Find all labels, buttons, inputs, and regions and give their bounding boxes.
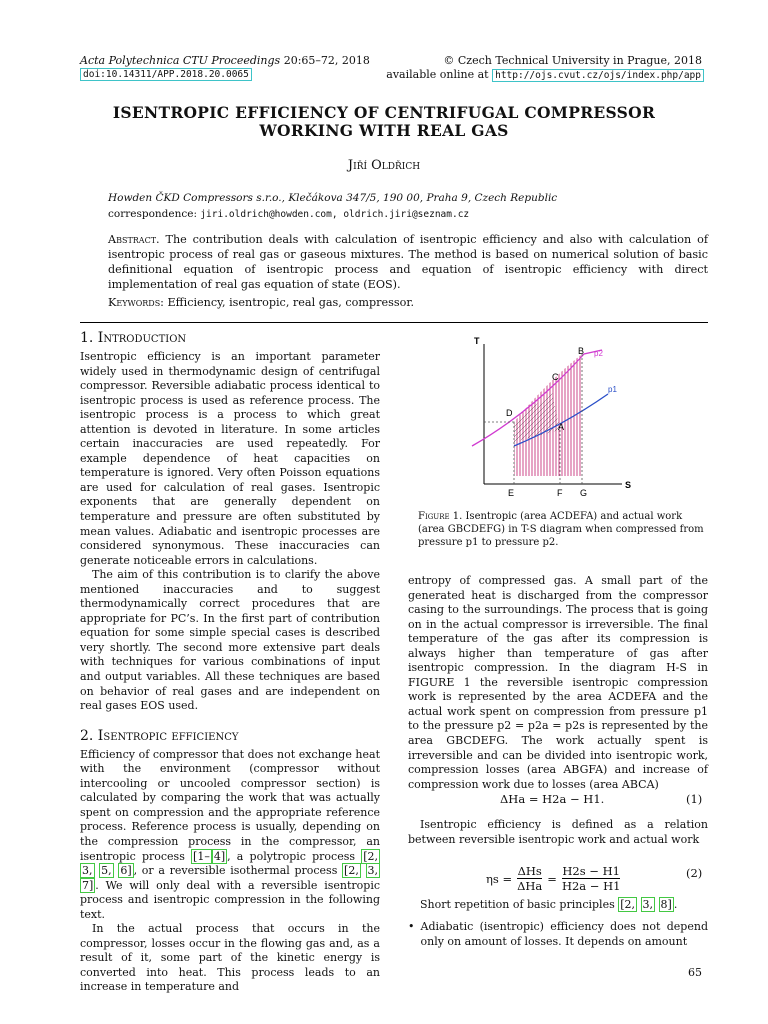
left-column (80, 330, 380, 995)
label-p1: p1 (608, 385, 617, 394)
citation-link[interactable]: 5, (101, 864, 112, 878)
eq2-frac-2-num: H2s − H1 (562, 864, 620, 878)
keywords (108, 296, 414, 309)
journal-name: Acta Polytechnica CTU Proceedings (80, 54, 281, 67)
title-line-1: ISENTROPIC EFFICIENCY OF CENTRIFUGAL COMPRESSOR (112, 103, 656, 122)
eq2-equals: = (547, 871, 557, 886)
right-column (408, 574, 708, 792)
point-label-c: C (552, 372, 559, 382)
label-p2: p2 (594, 349, 603, 358)
equation-1-number: (1) (686, 792, 703, 806)
ts-diagram (462, 334, 662, 502)
equation-2 (486, 864, 620, 893)
eq2-frac-1 (517, 864, 542, 893)
section-2-paragraph-1 (80, 748, 380, 923)
available-label: available online at (386, 68, 489, 81)
right-paragraph-2: Isentropic efficiency is defined as a relation between reversible isentropic work and actual work (408, 818, 708, 846)
point-label-e: E (508, 488, 515, 498)
figure-label: Figure 1. (418, 511, 463, 522)
right-paragraph-2-wrap (408, 818, 708, 847)
citation-link[interactable]: [1– (193, 849, 210, 863)
doi-link[interactable] (80, 68, 252, 82)
right-paragraph-3: Short repetition of basic principles [2, 3, 8] . (420, 898, 678, 911)
sec2-text-b: , a polytropic process (227, 849, 356, 863)
paper-title (60, 104, 708, 140)
point-label-b: B (578, 346, 585, 356)
correspondence-emails[interactable]: jiri.oldrich@howden.com, oldrich.jiri@seznam.cz (200, 209, 470, 220)
point-label-f: F (557, 488, 563, 498)
figure-caption (418, 510, 708, 549)
point-label-d: D (506, 408, 513, 418)
citation-link[interactable]: [2, (344, 864, 359, 878)
header-divider (80, 322, 708, 323)
right-paragraph-3-text: Short repetition of basic principles (420, 898, 615, 911)
citation-link[interactable]: 3, (367, 864, 378, 878)
eq2-frac-2 (562, 864, 621, 893)
eq2-frac-1-num: ΔHs (517, 864, 542, 878)
equation-2-number: (2) (686, 866, 703, 880)
abstract-label: Abstract. (108, 233, 160, 246)
citation-link[interactable]: 3, (642, 898, 654, 911)
citation-link[interactable]: 7] (82, 878, 94, 892)
title-line-2: WORKING WITH REAL GAS (259, 121, 509, 140)
doi-text[interactable]: doi:10.14311/APP.2018.20.0065 (80, 68, 252, 81)
bullet-1-text: Adiabatic (isentropic) efficiency does not depend only on amount of losses. It depends on amount (420, 920, 708, 948)
keywords-text: Efficiency, isentropic, real gas, compressor. (167, 296, 415, 309)
abstract (108, 232, 708, 292)
point-label-a: A (558, 422, 565, 432)
axis-label-t: T (474, 336, 480, 346)
equation-1: ΔHa = H2a − H1. (500, 792, 605, 806)
page-number: 65 (688, 966, 702, 979)
copyright: © Czech Technical University in Prague, 2018 (443, 54, 702, 67)
citation-link[interactable]: 3, (82, 864, 93, 878)
section-2-paragraph-2: In the actual process that occurs in the compressor, losses occur in the flowing gas and, as a result of it, some part of the kinetic energy is converted into heat. This process leads to an increase in temperature and (80, 922, 380, 994)
correspondence-label: correspondence: (108, 208, 197, 220)
sec2-text-c: , or a reversible isothermal process (133, 864, 338, 878)
affiliation: Howden ČKD Compressors s.r.o., Klečákova 347/5, 190 00, Praha 9, Czech Republic (108, 192, 558, 204)
citation-link[interactable]: [2, (620, 898, 636, 911)
sec2-text-a: Efficiency of compressor that does not exchange heat with the environment (compressor without intercooling or uncooled compressor section) is calculated by comparing the work that was actually spent on compression and the appropriate reference process. Reference process is usually, depending on the compression process in the compressor, an isentropic process (80, 747, 380, 863)
section-1-heading: 1. Introduction (80, 330, 187, 346)
citation-link[interactable]: 8] (660, 898, 672, 911)
figure-caption-text: Isentropic (area ACDEFA) and actual work (area GBCDEFG) in T-S diagram when compressed from pressure p1 to pressure p2. (418, 511, 704, 548)
citation-link[interactable]: 6] (120, 864, 132, 878)
citation-link[interactable]: 4] (213, 849, 226, 863)
abstract-text: The contribution deals with calculation of isentropic efficiency and also with calculation of isentropic process of real gas or gaseous mixtures. The method is based on numerical solution of basic definitional equation of isentropic process and equation of isentropic efficiency with direct implementation of real gas equation of state (EOS). (108, 233, 708, 291)
citation-link[interactable]: [2, (363, 849, 378, 863)
bullet-item (408, 920, 708, 949)
section-1-paragraph-2: The aim of this contribution is to clarify the above mentioned inaccuracies and to suggest thermodynamically correct procedures that are appropriate for PC’s. In the first part of contribution equation for some simple special cases is described very shortly. The second more extensive part deals with techniques for various combinations of input and output variables. All these techniques are based on behavior of real gases and are independent on real gases EOS used. (80, 568, 380, 713)
section-2-heading: 2. Isentropic efficiency (80, 727, 239, 744)
eq2-frac-2-den: H2a − H1 (561, 879, 621, 893)
bullet-marker: • (408, 920, 415, 933)
journal-url-link[interactable]: http://ojs.cvut.cz/ojs/index.php/app (492, 69, 704, 82)
right-paragraph-1: entropy of compressed gas. A small part of the generated heat is discharged from the compressor casing to the surroundings. The process that is going on in the actual compressor is irreversible. The final temperature of the gas after its compression is always higher than temperature of gas after isentropic compression. In the diagram H-S in FIGURE 1 the reversible isentropic compression work is represented by the area ACDEFA and the actual work spent on compression from pressure p1 to the pressure p2 = p2a = p2s is represented by the area GBCDEFG. The work actually spent is irreversible and can be divided into isentropic work, compression losses (area ABGFA) and increase of compression work due to losses (area ABCA) (408, 574, 708, 791)
section-1-paragraph-1: Isentropic efficiency is an important parameter widely used in thermodynamic design of centrifugal compressor. Reversible adiabatic process identical to isentropic process is used as reference process. The isentropic process is a process to which great attention is devoted in literature. In some articles certain inaccuracies are used repeatedly. For example dependence of heat capacities on temperature is ignored. Very often Poisson equations are used for calculation of real gases. Isentropic exponents that are generally dependent on temperature and pressure are often substituted by mean values. Adiabatic and isentropic processes are considered synonymous. These inaccuracies can generate noticeable errors in calculations. (80, 350, 380, 567)
correspondence (108, 208, 469, 220)
author-name: Jiří Oldřich (347, 158, 421, 173)
journal-citation (80, 54, 370, 68)
point-label-g: G (580, 488, 588, 498)
availability (386, 68, 704, 83)
keywords-label: Keywords: (108, 296, 164, 309)
eq2-frac-1-den: ΔHa (517, 879, 543, 893)
eq2-lhs: ηs = (486, 871, 513, 886)
journal-volume: 20:65–72, 2018 (283, 54, 370, 67)
axis-label-s: S (625, 480, 632, 490)
sec2-text-d: . We will only deal with a reversible isentropic process and isentropic compression in the following text. (80, 878, 380, 921)
